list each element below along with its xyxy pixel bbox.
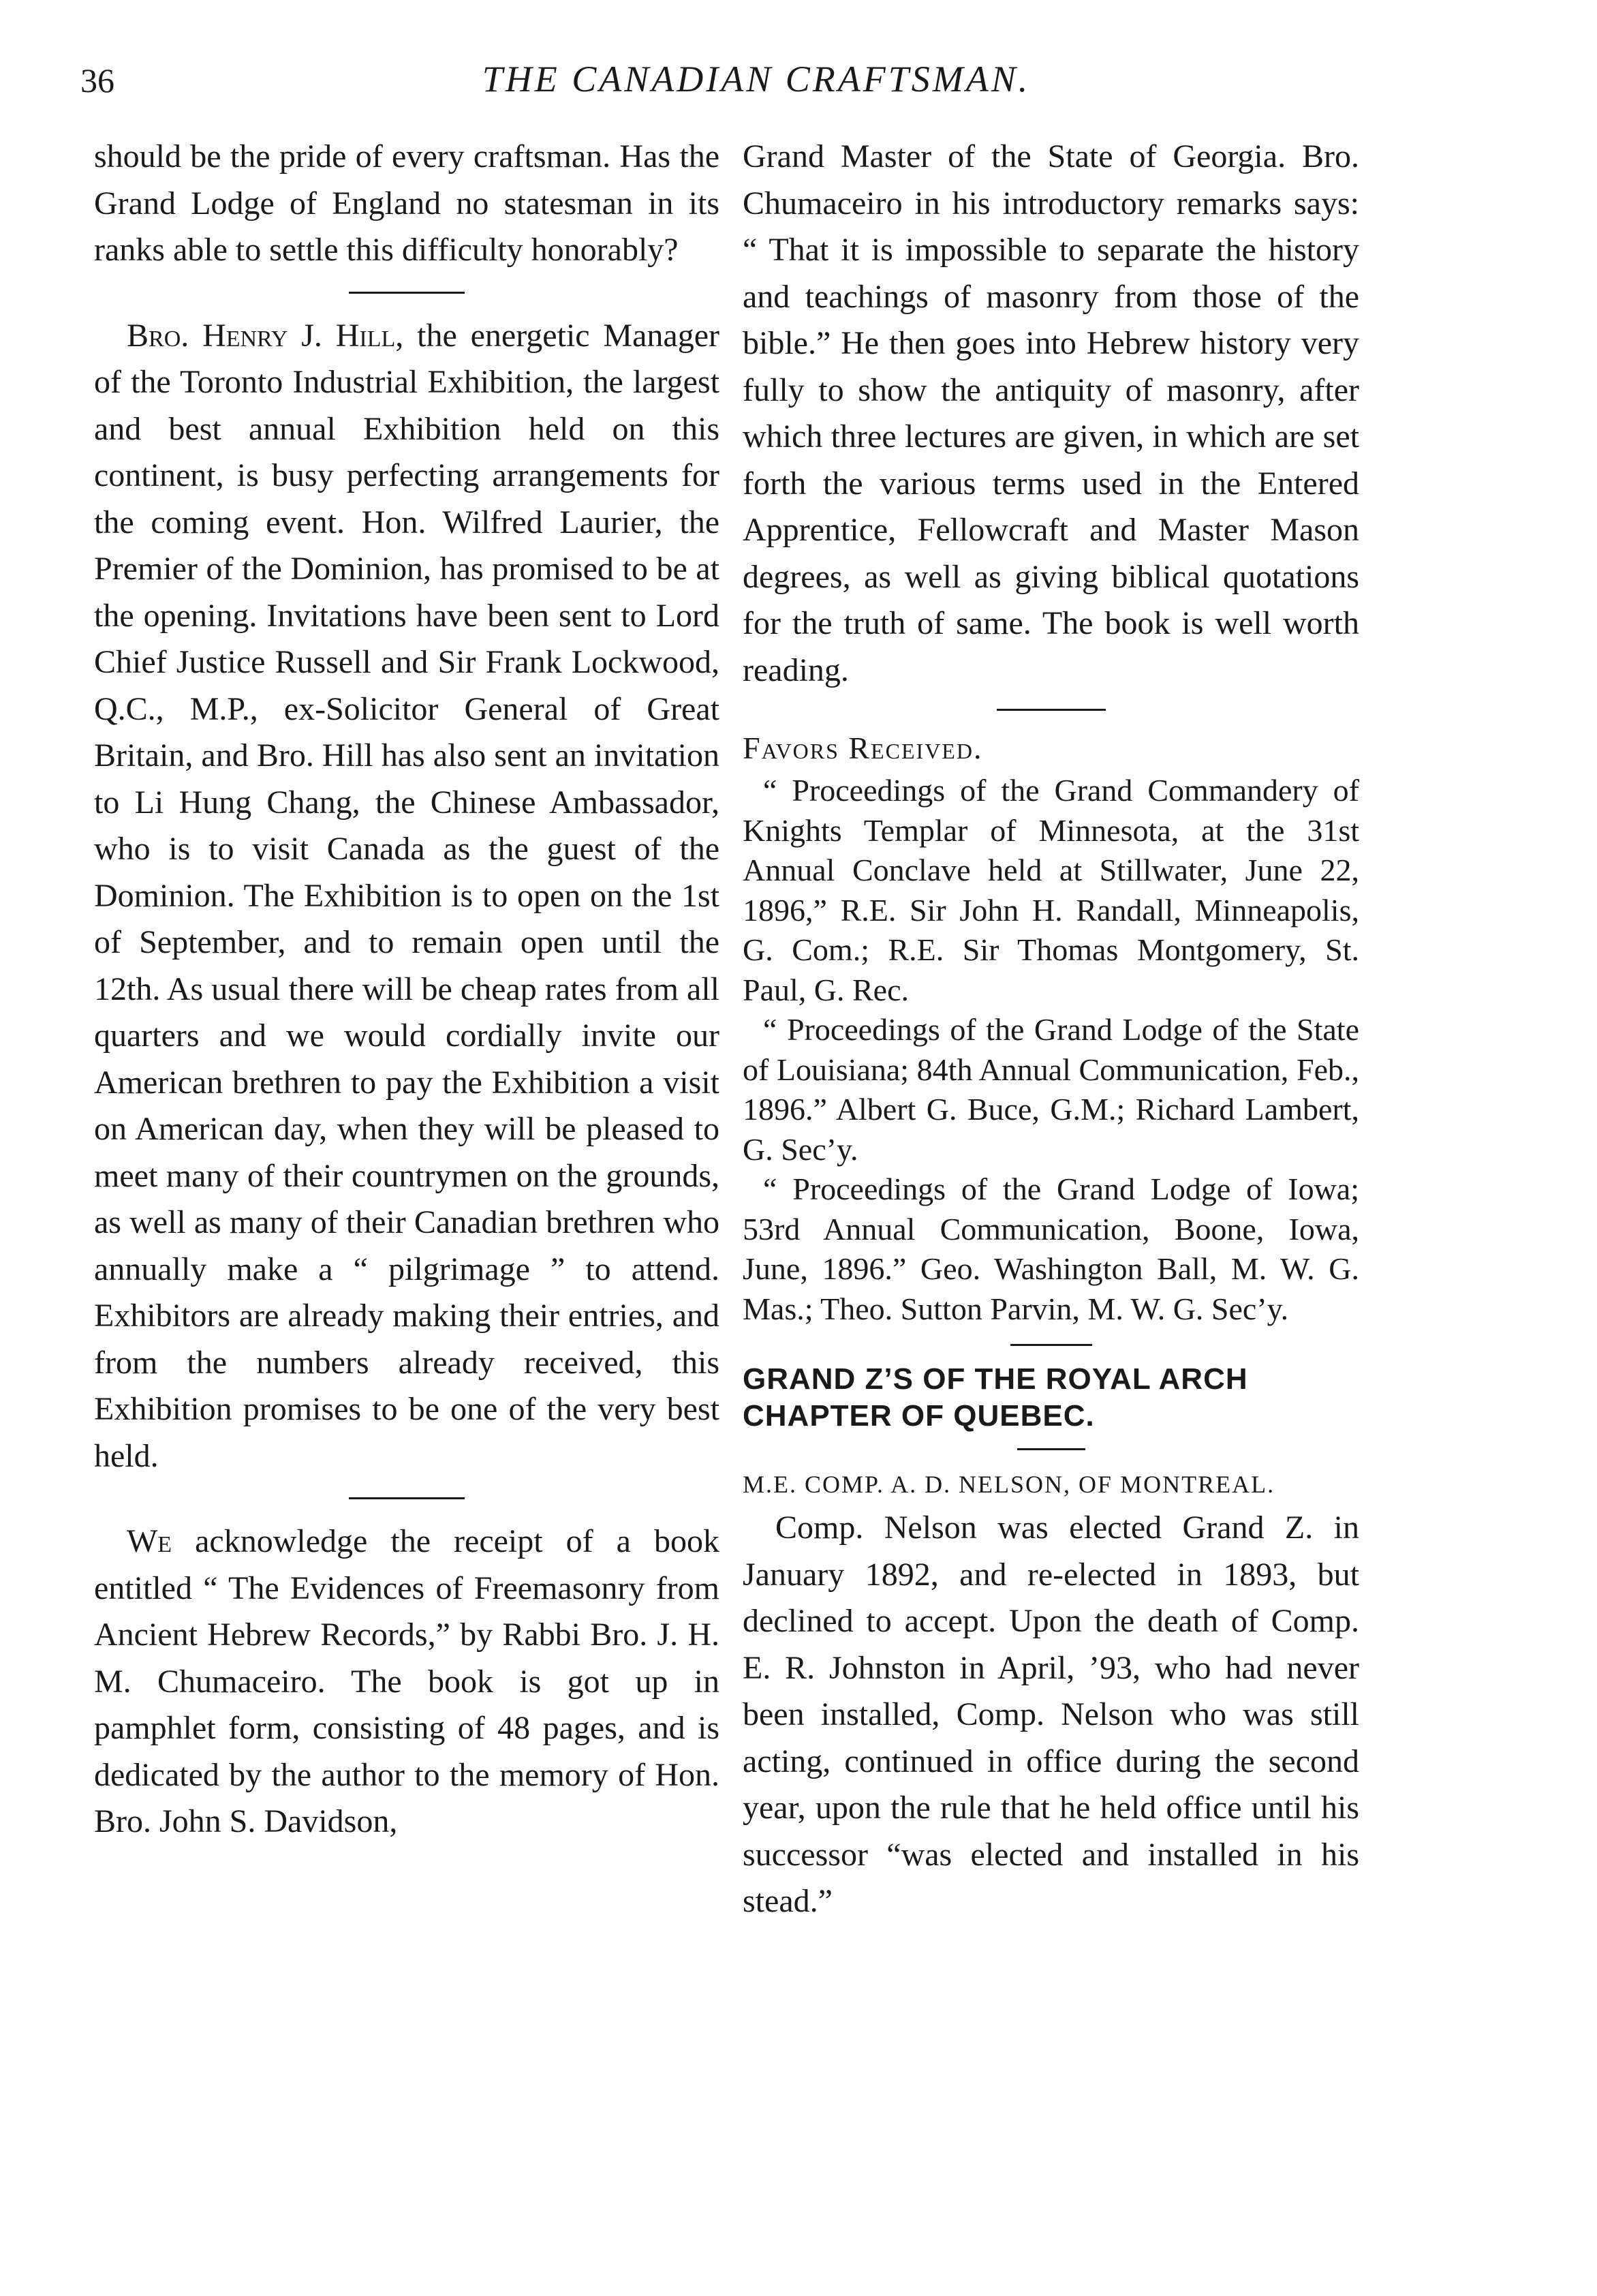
divider bbox=[349, 1497, 465, 1499]
divider bbox=[997, 709, 1106, 711]
paragraph-exhibition bbox=[94, 313, 719, 1480]
left-column bbox=[94, 134, 719, 1846]
paragraph-lead: We bbox=[127, 1523, 172, 1559]
divider bbox=[349, 292, 465, 294]
heading-line: GRAND Z’S OF THE ROYAL ARCH bbox=[743, 1362, 1248, 1396]
paragraph-book-review bbox=[94, 1518, 719, 1846]
running-title: THE CANADIAN CRAFTSMAN. bbox=[482, 59, 1031, 100]
heading-line: CHAPTER OF QUEBEC. bbox=[743, 1399, 1095, 1433]
divider bbox=[1017, 1448, 1085, 1450]
favor-entry: “ Proceedings of the Grand Lodge of the State of Louisiana; 84th Annual Communication, Feb., 1896.” Albert G. Buce, G.M.; Richard Lambert, G. Sec’y. bbox=[743, 1012, 1359, 1167]
paragraph-body: acknowledge the receipt of a book entitled “ The Evidences of Freemasonry from Ancient Hebrew Records,” by Rabbi Bro. J. H. M. Chumaceiro. The book is got up in pamphlet form, consisting of 48 pages, and is dedicated by the author to the memory of Hon. Bro. John S. Davidson, bbox=[94, 1523, 719, 1839]
section-heading-favors: Favors Received. bbox=[743, 731, 983, 765]
paragraph-body: the energetic Manager of the Toronto Industrial Exhibition, the largest and best annual Exhibition held on this continent, is busy perfecting arrangements for the coming event. Hon. Wilfred Laurier, the Premier of the Dominion, has promised to be at the opening. Invitations have been sent to Lord Chief Justice Russell and Sir Frank Lockwood, Q.C., M.P., ex-Solicitor General of Great Britain, and Bro. Hill has also sent an invitation to Li Hung Chang, the Chinese Ambassador, who is to visit Canada as the guest of the Dominion. The Exhibition is to open on the 1st of September, and to remain open until the 12th. As usual there will be cheap rates from all quarters and we would cordially invite our American brethren to pay the Exhibition a visit on American day, when they will be pleased to meet many of their countrymen on the grounds, as well as many of their Canadian brethren who annually make a “ pilgrimage ” to attend. Exhibitors are already making their entries, and from the numbers already received, this Exhibition promises to be one of the very best held. bbox=[94, 317, 719, 1474]
byline: M.E. COMP. A. D. NELSON, OF MONTREAL. bbox=[743, 1471, 1275, 1498]
favor-entry: “ Proceedings of the Grand Commandery of Knights Templar of Minnesota, at the 31st Annual Conclave held at Stillwater, June 22, 1896,” R.E. Sir John H. Randall, Minneapolis, G. Com.; R.E. Sir Thomas Montgomery, St. Paul, G. Rec. bbox=[743, 773, 1359, 1007]
section-heading-grand-zs bbox=[743, 1361, 1359, 1435]
favor-entry: “ Proceedings of the Grand Lodge of Iowa; 53rd Annual Communication, Boone, Iowa, June, 1896.” Geo. Washington Ball, M. W. G. Mas.; Theo. Sutton Parvin, M. W. G. Sec’y. bbox=[743, 1172, 1359, 1326]
paragraph-continuation: should be the pride of every craftsman. Has the Grand Lodge of England no statesman in its ranks able to settle this difficulty honorably? bbox=[94, 138, 719, 268]
paragraph-lead: Bro. Henry J. Hill, bbox=[127, 317, 404, 354]
paragraph-book-review-continued: Grand Master of the State of Georgia. Bro. Chumaceiro in his introductory remarks says: “ That it is impossible to separate the history and teachings of masonry from those of the bible.” He then goes into Hebrew history very fully to show the antiquity of masonry, after which three lectures are given, in which are set forth the various terms used in the Entered Apprentice, Fellowcraft and Master Mason degrees, as well as giving biblical quotations for the truth of same. The book is well worth reading. bbox=[743, 138, 1359, 688]
right-column bbox=[743, 134, 1359, 1925]
divider bbox=[1010, 1344, 1092, 1346]
page-number: 36 bbox=[80, 61, 114, 100]
paragraph-nelson: Comp. Nelson was elected Grand Z. in January 1892, and re-elected in 1893, but declined to accept. Upon the death of Comp. E. R. Johnston in April, ’93, who had never been installed, Comp. Nelson who was still acting, continued in office during the second year, upon the rule that he held office until his successor “was elected and installed in his stead.” bbox=[743, 1510, 1359, 1919]
